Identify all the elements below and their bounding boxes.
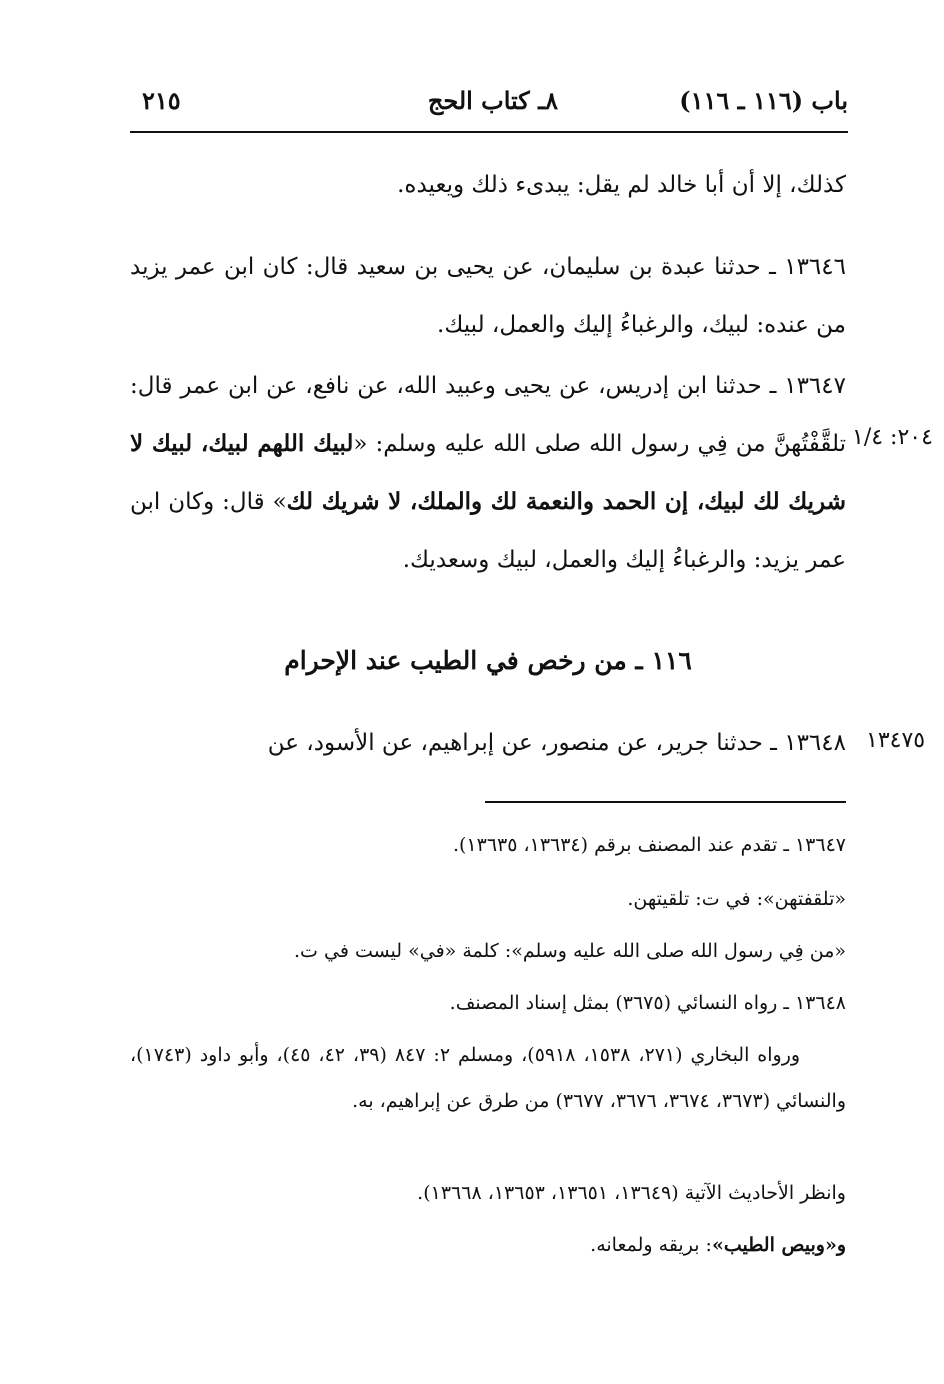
footnote-see-also: وانظر الأحاديث الآتية (١٣٦٤٩، ١٣٦٥١، ١٣٦٥٣، ١٣٦٦٨). <box>417 1182 846 1204</box>
margin-reference: ٢٠٤: ١/٤ <box>852 425 933 450</box>
chapter-heading: ١١٦ ـ من رخص في الطيب عند الإحرام <box>284 646 692 675</box>
footnote-variant-2: «من فِي رسول الله صلى الله عليه وسلم»: كلمة «في» ليست في ت. <box>294 940 846 962</box>
gloss-definition: : بريقه ولمعانه. <box>590 1234 712 1256</box>
footnote-takhrij: ورواه البخاري (٢٧١، ١٥٣٨، ٥٩١٨)، ومسلم ٢: ٨٤٧ (٣٩، ٤٢، ٤٥)، وأبو داود (١٧٤٣)، والنسائي (٣٦٧٣، ٣٦٧٤، ٣٦٧٦، ٣٦٧٧) من طرق عن إبراهيم، به. <box>130 1044 846 1112</box>
footnote-gloss <box>130 1222 892 1268</box>
page-number: ٢١٥ <box>142 86 181 115</box>
hadith-13648: ١٣٦٤٨ ـ حدثنا جرير، عن منصور، عن إبراهيم، عن الأسود، عن <box>267 730 846 756</box>
footnote-variant-1: «تلقفتهن»: في ت: تلقيتهن. <box>627 888 846 910</box>
hadith-13647 <box>130 357 846 589</box>
page-header <box>130 82 848 126</box>
chapter-range: باب (١١٦ ـ ١١٦) <box>679 86 848 115</box>
hadith-13647-end: » قال: وكان ابن عمر يزيد: والرغباءُ إليك والعمل، لبيك وسعديك. <box>130 489 846 573</box>
footnote-13647: ١٣٦٤٧ ـ تقدم عند المصنف برقم (١٣٦٣٤، ١٣٦٣٥). <box>452 834 846 856</box>
margin-number: ١٣٤٧٥ <box>866 728 926 753</box>
footnote-rule <box>485 801 846 803</box>
book-title: ٨ـ كتاب الحج <box>427 86 558 115</box>
header-rule <box>130 131 848 133</box>
paragraph-continuation: كذلك، إلا أن أبا خالد لم يقل: يبدىء ذلك ويعيده. <box>397 172 846 198</box>
footnote-13648: ١٣٦٤٨ ـ رواه النسائي (٣٦٧٥) بمثل إسناد المصنف. <box>449 992 846 1014</box>
hadith-13646: ١٣٦٤٦ ـ حدثنا عبدة بن سليمان، عن يحيى بن سعيد قال: كان ابن عمر يزيد من عنده: لبيك، والرغباءُ إليك والعمل، لبيك. <box>130 254 846 338</box>
hadith-13647-intro: ١٣٦٤٧ ـ حدثنا ابن إدريس، عن يحيى وعبيد الله، عن نافع، عن ابن عمر قال: تلقَّفْتُهنَّ من فِي رسول الله صلى الله عليه وسلم: « <box>130 373 846 457</box>
gloss-term: و«وبيص الطيب» <box>711 1234 846 1256</box>
talbiyah-text: لبيك اللهم لبيك، لبيك لا شريك لك لبيك، إن الحمد والنعمة لك والملك، لا شريك لك <box>130 430 846 515</box>
